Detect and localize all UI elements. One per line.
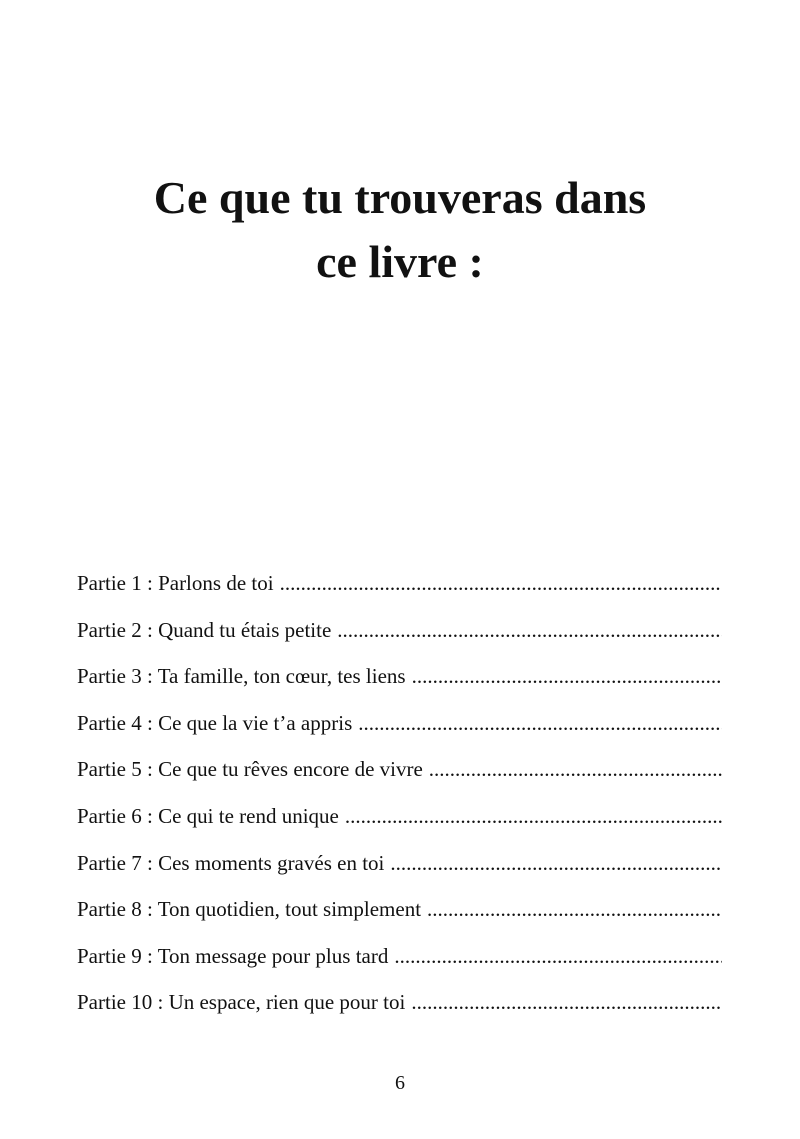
toc-dot-leader — [412, 659, 722, 693]
toc-entry-partie-1 — [77, 566, 722, 613]
toc-entry-partie-10 — [77, 985, 722, 1032]
toc-dot-leader — [345, 799, 722, 833]
table-of-contents — [77, 566, 722, 1032]
toc-entry-label: Partie 7 : Ces moments gravés en toi — [77, 850, 385, 875]
toc-dot-leader — [427, 892, 722, 926]
toc-entry-label: Partie 1 : Parlons de toi — [77, 571, 274, 595]
toc-dot-leader — [390, 846, 722, 880]
page-number: 6 — [395, 1072, 405, 1094]
toc-entry-partie-9 — [77, 939, 722, 986]
page-title — [0, 166, 800, 294]
toc-entry-label: Partie 6 : Ce qui te rend unique — [77, 803, 339, 828]
toc-dot-leader — [394, 939, 722, 973]
toc-entry-partie-4 — [77, 706, 722, 753]
toc-dot-leader — [411, 985, 722, 1019]
page-title-line-2: ce livre : — [316, 236, 484, 287]
toc-entry-label: Partie 3 : Ta famille, ton cœur, tes liens — [77, 664, 406, 689]
toc-dot-leader — [280, 566, 722, 600]
toc-entry-partie-7 — [77, 846, 722, 893]
toc-entry-label: Partie 5 : Ce que tu rêves encore de vivre — [77, 757, 423, 782]
toc-dot-leader — [337, 613, 722, 647]
toc-entry-partie-2 — [77, 613, 722, 660]
page-title-line-1: Ce que tu trouveras dans — [153, 172, 647, 223]
toc-entry-label: Partie 4 : Ce que la vie t’a appris — [77, 710, 353, 735]
toc-entry-label: Partie 9 : Ton message pour plus tard — [77, 943, 389, 968]
toc-entry-label: Partie 10 : Un espace, rien que pour toi — [77, 990, 406, 1015]
toc-dot-leader — [358, 706, 722, 740]
toc-entry-partie-6 — [77, 799, 722, 846]
toc-entry-partie-8 — [77, 892, 722, 939]
toc-entry-label: Partie 8 : Ton quotidien, tout simplement — [77, 897, 422, 922]
toc-entry-partie-5 — [77, 752, 722, 799]
toc-entry-partie-3 — [77, 659, 722, 706]
toc-entry-label: Partie 2 : Quand tu étais petite — [77, 617, 332, 642]
toc-dot-leader — [429, 752, 722, 786]
